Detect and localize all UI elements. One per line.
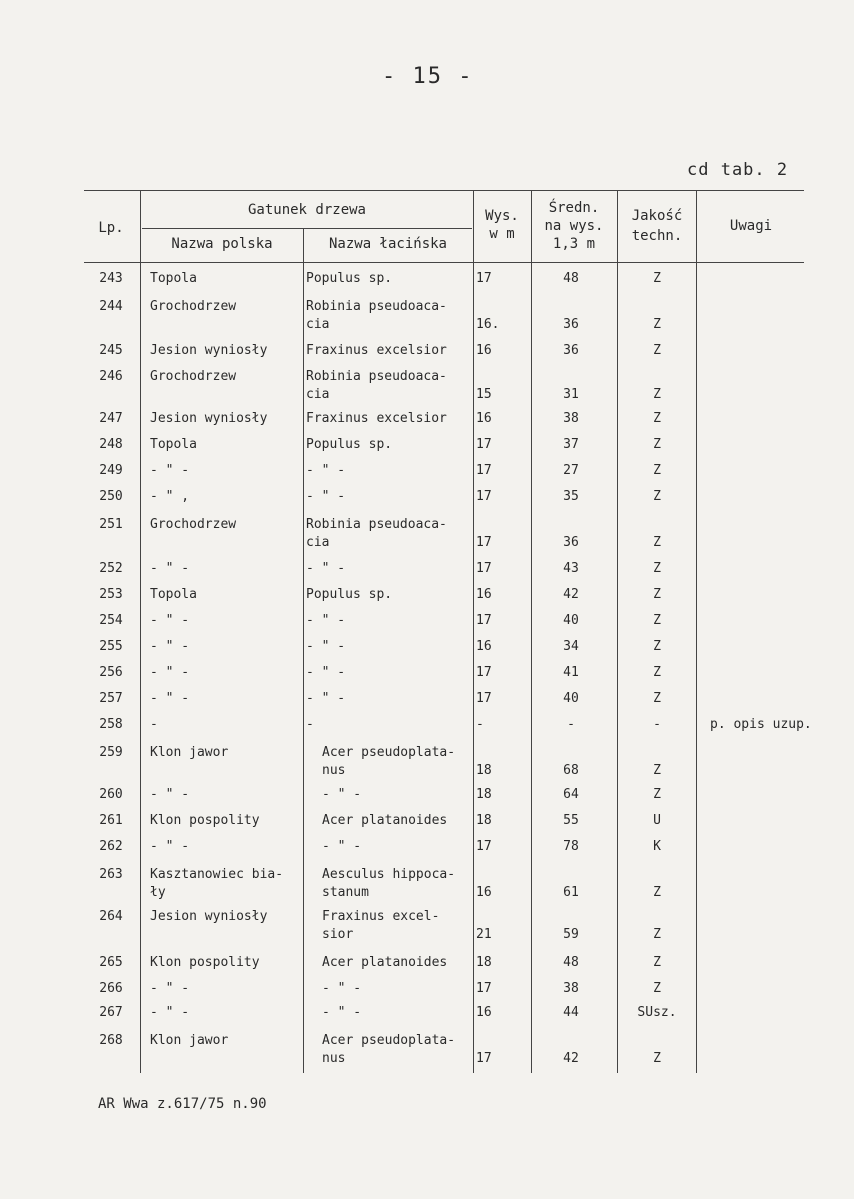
row-nazwa-polska: Grochodrzew [150, 369, 237, 384]
row-lp: 243 [99, 271, 123, 286]
row-srednica: - [567, 717, 575, 732]
col-divider-6 [696, 190, 697, 1073]
row-wysokosc: 17 [476, 535, 492, 550]
row-jakosc: Z [653, 691, 661, 706]
row-lp: 264 [99, 909, 123, 924]
row-wysokosc: 17 [476, 463, 492, 478]
row-srednica: 55 [563, 813, 579, 828]
row-nazwa-polska: Jesion wyniosły [150, 909, 268, 924]
row-wysokosc: 16 [476, 1005, 492, 1020]
row-nazwa-lacinska: - " - [306, 639, 346, 654]
row-srednica: 43 [563, 561, 579, 576]
row-wysokosc: 17 [476, 981, 492, 996]
row-nazwa-polska: - " - [150, 613, 190, 628]
row-srednica: 48 [563, 271, 579, 286]
row-nazwa-lacinska: cia [306, 387, 330, 402]
header-jakosc-line1: Jakość [631, 208, 683, 224]
row-lp: 254 [99, 613, 123, 628]
row-nazwa-lacinska: - " - [306, 691, 346, 706]
row-wysokosc: 17 [476, 1051, 492, 1066]
row-nazwa-lacinska: cia [306, 317, 330, 332]
archive-reference: AR Wwa z.617/75 n.90 [98, 1096, 267, 1112]
row-nazwa-polska: - [150, 717, 158, 732]
row-srednica: 40 [563, 691, 579, 706]
row-jakosc: Z [653, 927, 661, 942]
col-divider-1 [140, 190, 141, 1073]
row-jakosc: U [653, 813, 661, 828]
header-wys-line1: Wys. [485, 208, 519, 224]
row-nazwa-lacinska: - " - [306, 665, 346, 680]
row-lp: 260 [99, 787, 123, 802]
row-lp: 263 [99, 867, 123, 882]
row-wysokosc: 17 [476, 271, 492, 286]
row-nazwa-lacinska: cia [306, 535, 330, 550]
header-jakosc-line2: techn. [631, 228, 683, 244]
row-lp: 251 [99, 517, 123, 532]
row-jakosc: Z [653, 437, 661, 452]
header-sred-line2: na wys. [544, 218, 604, 234]
row-nazwa-lacinska: Populus sp. [306, 587, 393, 602]
row-srednica: 41 [563, 665, 579, 680]
row-nazwa-lacinska: - " - [322, 787, 362, 802]
row-lp: 266 [99, 981, 123, 996]
row-jakosc: Z [653, 885, 661, 900]
row-nazwa-polska: Jesion wyniosły [150, 343, 268, 358]
page-number: - 15 - [382, 64, 474, 89]
row-nazwa-lacinska: Fraxinus excelsior [306, 411, 447, 426]
row-nazwa-lacinska: Robinia pseudoaca- [306, 369, 447, 384]
row-jakosc: Z [653, 343, 661, 358]
row-nazwa-polska: - " - [150, 561, 190, 576]
row-lp: 258 [99, 717, 123, 732]
row-srednica: 68 [563, 763, 579, 778]
row-nazwa-polska: - " - [150, 1005, 190, 1020]
row-nazwa-lacinska: sior [322, 927, 354, 942]
row-srednica: 42 [563, 587, 579, 602]
row-srednica: 37 [563, 437, 579, 452]
row-nazwa-lacinska: - " - [306, 463, 346, 478]
row-lp: 267 [99, 1005, 123, 1020]
row-lp: 248 [99, 437, 123, 452]
row-jakosc: Z [653, 665, 661, 680]
header-mid-rule [142, 228, 472, 229]
row-wysokosc: 17 [476, 561, 492, 576]
row-nazwa-lacinska: Acer pseudoplata- [322, 1033, 456, 1048]
row-nazwa-polska: - " - [150, 691, 190, 706]
row-nazwa-lacinska: - " - [306, 613, 346, 628]
row-jakosc: Z [653, 787, 661, 802]
row-lp: 253 [99, 587, 123, 602]
row-jakosc: SUsz. [637, 1005, 677, 1020]
row-jakosc: Z [653, 411, 661, 426]
row-nazwa-polska: Klon pospolity [150, 955, 260, 970]
row-wysokosc: 15 [476, 387, 492, 402]
header-sred-line3: 1,3 m [552, 236, 596, 252]
row-wysokosc: 16 [476, 587, 492, 602]
row-uwagi: p. opis uzup. [710, 717, 812, 732]
row-nazwa-polska: - " - [150, 787, 190, 802]
row-jakosc: Z [653, 535, 661, 550]
continuation-label: cd tab. 2 [687, 160, 789, 180]
row-srednica: 40 [563, 613, 579, 628]
header-nazwa-lacinska: Nazwa łacińska [328, 236, 447, 252]
row-lp: 250 [99, 489, 123, 504]
row-nazwa-polska: Jesion wyniosły [150, 411, 268, 426]
row-jakosc: Z [653, 613, 661, 628]
row-jakosc: Z [653, 387, 661, 402]
row-nazwa-lacinska: Robinia pseudoaca- [306, 299, 447, 314]
row-jakosc: Z [653, 955, 661, 970]
row-nazwa-polska: - " , [150, 489, 190, 504]
row-nazwa-lacinska: Populus sp. [306, 437, 393, 452]
row-lp: 268 [99, 1033, 123, 1048]
row-nazwa-lacinska: - [306, 717, 314, 732]
row-wysokosc: 16 [476, 343, 492, 358]
row-lp: 261 [99, 813, 123, 828]
row-lp: 246 [99, 369, 123, 384]
row-jakosc: Z [653, 1051, 661, 1066]
row-nazwa-lacinska: - " - [322, 839, 362, 854]
row-nazwa-polska: - " - [150, 839, 190, 854]
row-nazwa-lacinska: - " - [322, 981, 362, 996]
row-nazwa-lacinska: nus [322, 1051, 346, 1066]
row-wysokosc: 17 [476, 665, 492, 680]
row-nazwa-lacinska: Fraxinus excel- [322, 909, 440, 924]
row-srednica: 38 [563, 411, 579, 426]
row-nazwa-lacinska: - " - [306, 561, 346, 576]
row-nazwa-lacinska: Populus sp. [306, 271, 393, 286]
row-srednica: 36 [563, 343, 579, 358]
row-srednica: 31 [563, 387, 579, 402]
row-lp: 255 [99, 639, 123, 654]
row-nazwa-lacinska: Robinia pseudoaca- [306, 517, 447, 532]
row-wysokosc: 16 [476, 411, 492, 426]
row-nazwa-polska: - " - [150, 665, 190, 680]
row-nazwa-polska: Topola [150, 271, 197, 286]
row-nazwa-lacinska: Fraxinus excelsior [306, 343, 447, 358]
row-nazwa-polska: Grochodrzew [150, 299, 237, 314]
row-lp: 244 [99, 299, 123, 314]
row-lp: 249 [99, 463, 123, 478]
row-jakosc: Z [653, 639, 661, 654]
row-wysokosc: 18 [476, 813, 492, 828]
row-nazwa-polska: - " - [150, 639, 190, 654]
row-nazwa-lacinska: nus [322, 763, 346, 778]
row-srednica: 27 [563, 463, 579, 478]
row-srednica: 64 [563, 787, 579, 802]
row-jakosc: Z [653, 463, 661, 478]
row-nazwa-lacinska: Aesculus hippoca- [322, 867, 456, 882]
row-nazwa-polska: ły [150, 885, 166, 900]
row-srednica: 34 [563, 639, 579, 654]
row-jakosc: Z [653, 561, 661, 576]
row-srednica: 59 [563, 927, 579, 942]
row-nazwa-polska: Grochodrzew [150, 517, 237, 532]
header-sred-line1: Średn. [548, 200, 600, 216]
row-nazwa-lacinska: - " - [322, 1005, 362, 1020]
header-lp: Lp. [98, 220, 124, 236]
row-nazwa-polska: Kasztanowiec bia- [150, 867, 284, 882]
row-jakosc: Z [653, 981, 661, 996]
row-jakosc: Z [653, 489, 661, 504]
row-lp: 259 [99, 745, 123, 760]
row-jakosc: - [653, 717, 661, 732]
row-wysokosc: 17 [476, 839, 492, 854]
col-divider-5 [617, 190, 618, 1073]
col-divider-2 [303, 228, 304, 1073]
header-wys-line2: w m [489, 226, 515, 242]
row-jakosc: Z [653, 763, 661, 778]
row-wysokosc: 17 [476, 437, 492, 452]
row-lp: 247 [99, 411, 123, 426]
row-wysokosc: 18 [476, 787, 492, 802]
row-nazwa-polska: Topola [150, 437, 197, 452]
row-srednica: 36 [563, 317, 579, 332]
row-lp: 262 [99, 839, 123, 854]
row-lp: 256 [99, 665, 123, 680]
row-srednica: 35 [563, 489, 579, 504]
header-gatunek: Gatunek drzewa [247, 202, 366, 218]
row-lp: 245 [99, 343, 123, 358]
row-nazwa-polska: Klon jawor [150, 745, 229, 760]
row-nazwa-polska: Klon jawor [150, 1033, 229, 1048]
row-srednica: 38 [563, 981, 579, 996]
row-srednica: 36 [563, 535, 579, 550]
row-lp: 257 [99, 691, 123, 706]
row-nazwa-polska: - " - [150, 981, 190, 996]
row-nazwa-lacinska: Acer pseudoplata- [322, 745, 456, 760]
row-wysokosc: 17 [476, 613, 492, 628]
row-wysokosc: 18 [476, 763, 492, 778]
row-jakosc: Z [653, 317, 661, 332]
row-jakosc: Z [653, 271, 661, 286]
row-wysokosc: 18 [476, 955, 492, 970]
row-nazwa-lacinska: Acer platanoides [322, 813, 448, 828]
row-wysokosc: 21 [476, 927, 492, 942]
row-wysokosc: 16 [476, 639, 492, 654]
row-srednica: 48 [563, 955, 579, 970]
row-nazwa-polska: - " - [150, 463, 190, 478]
row-wysokosc: 16 [476, 885, 492, 900]
row-srednica: 42 [563, 1051, 579, 1066]
row-wysokosc: 16. [476, 317, 500, 332]
row-wysokosc: - [476, 717, 484, 732]
row-nazwa-lacinska: Acer platanoides [322, 955, 448, 970]
row-jakosc: Z [653, 587, 661, 602]
row-nazwa-polska: Topola [150, 587, 197, 602]
row-nazwa-polska: Klon pospolity [150, 813, 260, 828]
header-uwagi: Uwagi [729, 218, 773, 234]
row-lp: 252 [99, 561, 123, 576]
header-nazwa-polska: Nazwa polska [171, 236, 273, 252]
row-srednica: 78 [563, 839, 579, 854]
row-wysokosc: 17 [476, 489, 492, 504]
row-jakosc: K [653, 839, 661, 854]
row-wysokosc: 17 [476, 691, 492, 706]
row-nazwa-lacinska: - " - [306, 489, 346, 504]
row-srednica: 44 [563, 1005, 579, 1020]
row-srednica: 61 [563, 885, 579, 900]
row-nazwa-lacinska: stanum [322, 885, 369, 900]
row-lp: 265 [99, 955, 123, 970]
